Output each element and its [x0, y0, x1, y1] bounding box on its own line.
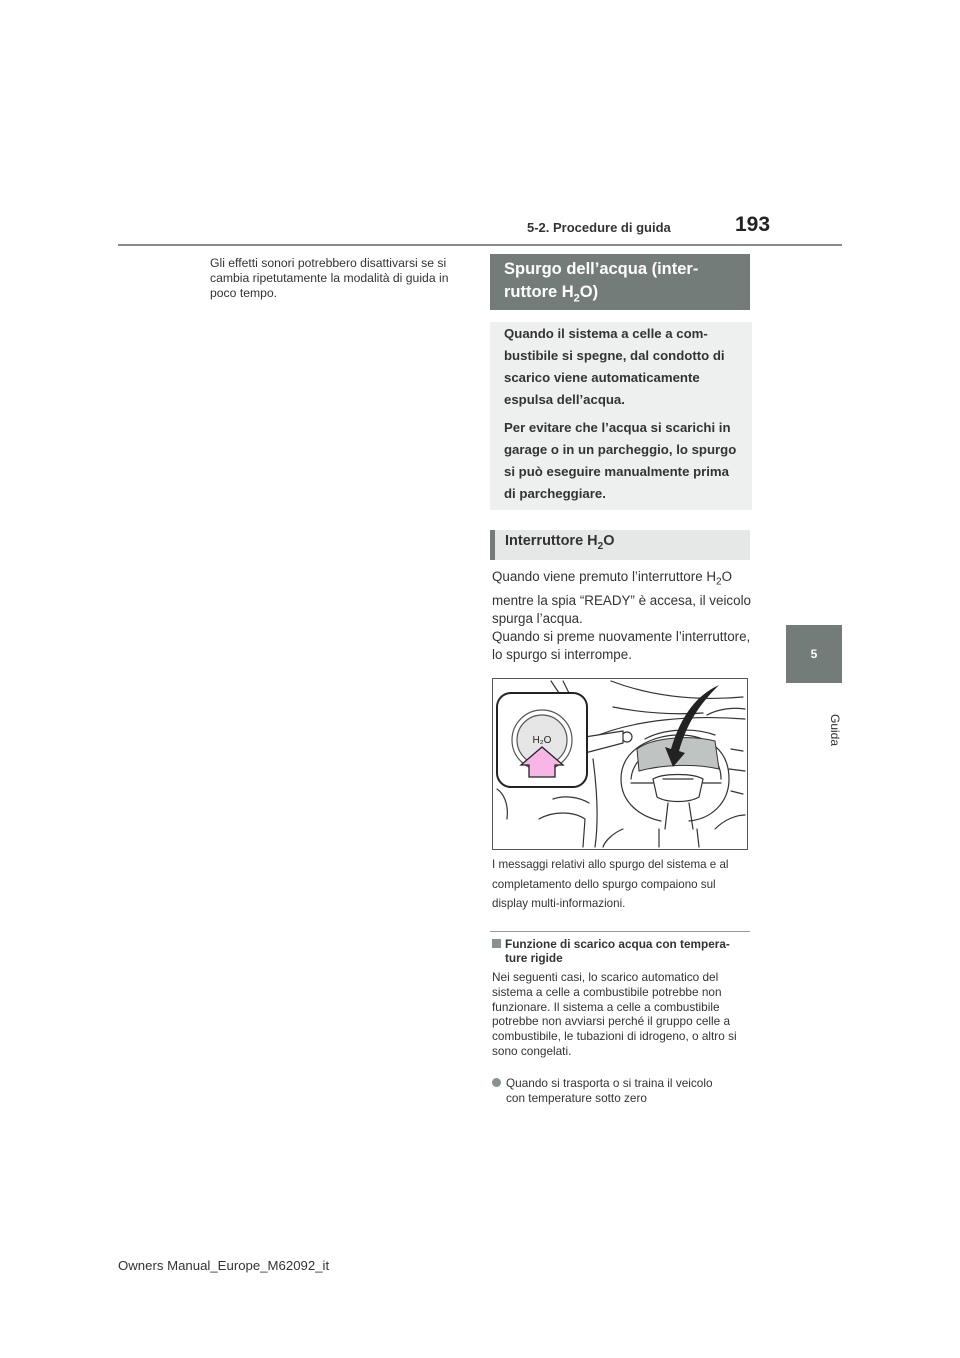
running-header-section: 5-2. Procedure di guida [527, 220, 671, 235]
section-heading [490, 254, 750, 310]
left-column-note: Gli effetti sonori potrebbero disattivarsi se si cambia ripetutamente la modalità di guida in poco tempo. [210, 256, 449, 300]
body-paragraph-2: Quando si preme nuovamente l’interruttore, lo spurgo si interrompe. [492, 628, 751, 662]
dashboard-drawing [493, 679, 747, 849]
figure-caption: I messaggi relativi allo spurgo del sistema e al completamento dello spurgo compaiono sul display multi-informazioni. [492, 858, 729, 910]
subtopic-text: Nei seguenti casi, lo scarico automatico del sistema a celle a combustibile potrebbe non funzionare. Il sistema a celle a combustibile potrebbe non avviarsi perché il gruppo celle a combustibile, le tubazioni di idrogeno, o altro si sono congelati. [492, 970, 737, 1058]
header-rule [118, 244, 842, 246]
round-bullet-icon [492, 1078, 501, 1087]
subtopic-heading: Funzione di scarico acqua con tempera- ture rigide [492, 937, 754, 965]
summary-paragraph-2: Per evitare che l’acqua si scarichi in garage o in un parcheggio, lo spurgo si può eseguire manualmente prima di parcheggiare. [504, 420, 737, 501]
footer-manual-id: Owners Manual_Europe_M62092_it [118, 1258, 330, 1273]
body-text [492, 568, 754, 664]
body-paragraph-1: Quando viene premuto l’interruttore $H_2O$ mentre la spia “READY” è accesa, il veicolo spurga l’acqua. [492, 569, 751, 626]
list-item: Quando si trasporta o si traina il veicolo con temperature sotto zero [492, 1076, 754, 1106]
summary-paragraph-1: Quando il sistema a celle a combustibile si spegne, dal condotto di scarico viene automaticamente espulsa dell’acqua. [504, 326, 725, 407]
subsection-heading: Interruttore $H_2O$ [490, 530, 750, 560]
chapter-label: Guida [828, 713, 842, 747]
square-bullet-icon [492, 939, 501, 948]
chapter-tab: 5 [786, 625, 842, 683]
summary-box [490, 322, 752, 510]
h2o-button-label: H₂O [532, 735, 552, 746]
section-heading-line2: ruttore $H_2O$) [504, 283, 599, 305]
h2o-switch-illustration [492, 678, 748, 850]
divider [490, 931, 750, 932]
page-number: 193 [735, 213, 771, 236]
section-heading-line1: Spurgo dell’acqua (inter- [504, 260, 699, 278]
